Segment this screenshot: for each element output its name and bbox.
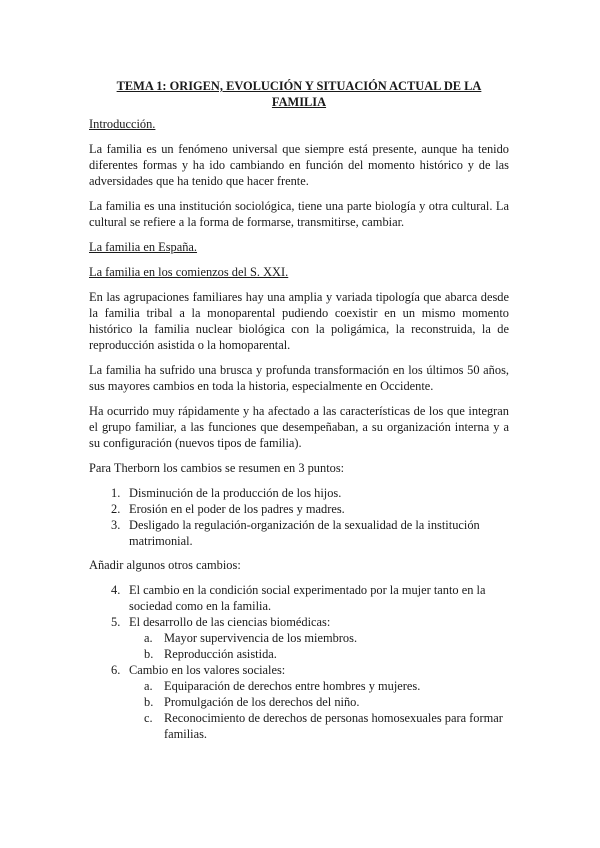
document-title: TEMA 1: ORIGEN, EVOLUCIÓN Y SITUACIÓN ACTUAL DE LA FAMILIA <box>116 79 482 109</box>
xxi-paragraph-1: En las agrupaciones familiares hay una amplia y variada tipología que abarca desde la familia tribal a la monoparental pudiendo coexistir en un mismo momento histórico la familia nuclear biológica con la poligámica, la reconstruida, la de reproducción asistida o la homoparental. <box>89 290 509 352</box>
sub-list-item <box>129 630 509 646</box>
sub-list-item-text: Mayor supervivencia de los miembros. <box>164 631 358 645</box>
other-changes-intro: Añadir algunos otros cambios: <box>89 558 241 572</box>
sub-list-item <box>129 710 509 742</box>
list-item-text: El cambio en la condición social experimentado por la mujer tanto en la sociedad como en la familia. <box>129 583 486 613</box>
sub-list-item-text: Reconocimiento de derechos de personas homosexuales para formar familias. <box>164 711 503 741</box>
sub-list-item-text: Equiparación de derechos entre hombres y mujeres. <box>164 679 421 693</box>
list-item <box>89 485 509 501</box>
sub-list-item-letter: a. <box>144 679 153 693</box>
xxi-paragraph-3: Ha ocurrido muy rápidamente y ha afectado a las características de los que integran el grupo familiar, a las funciones que desempeñaban, a su organización interna y a su configuración (nuevos tipos de familia). <box>89 404 509 450</box>
list-item <box>89 517 509 549</box>
list-item-text: Desligado la regulación-organización de la sexualidad de la institución matrimonial. <box>129 518 480 548</box>
sub-list-item-letter: a. <box>144 631 153 645</box>
list-item <box>89 582 509 614</box>
intro-paragraph-1: La familia es un fenómeno universal que siempre está presente, aunque ha tenido diferentes formas y ha ido cambiando en función del momento histórico y de las adversidades que ha tenido que hacer frente. <box>89 142 509 188</box>
list-item <box>89 662 509 742</box>
list-item-text: El desarrollo de las ciencias biomédicas: <box>129 615 331 629</box>
xxi-heading: La familia en los comienzos del S. XXI. <box>89 265 289 279</box>
sub-list <box>129 630 509 662</box>
intro-paragraph-2: La familia es una institución sociológica, tiene una parte biología y otra cultural. La cultural se refiere a la forma de formarse, transmitirse, cambiar. <box>89 199 509 229</box>
list-item-text: Erosión en el poder de los padres y madres. <box>129 502 345 516</box>
sub-list-item-text: Reproducción asistida. <box>164 647 277 661</box>
sub-list-item <box>129 646 509 662</box>
sub-list-item <box>129 694 509 710</box>
list-item-text: Cambio en los valores sociales: <box>129 663 286 677</box>
sub-list-item-letter: b. <box>144 695 154 709</box>
list-item-number: 5. <box>111 615 121 629</box>
list-item <box>89 501 509 517</box>
xxi-paragraph-2: La familia ha sufrido una brusca y profunda transformación en los últimos 50 años, sus mayores cambios en toda la historia, especialmente en Occidente. <box>89 363 509 393</box>
list-item <box>89 614 509 662</box>
sub-list-item-letter: c. <box>144 711 153 725</box>
sub-list-item-text: Promulgación de los derechos del niño. <box>164 695 360 709</box>
document-page <box>89 78 509 750</box>
intro-heading: Introducción. <box>89 117 156 131</box>
list-item-number: 6. <box>111 663 121 677</box>
sub-list-item <box>129 678 509 694</box>
therborn-intro: Para Therborn los cambios se resumen en 3 puntos: <box>89 461 345 475</box>
other-changes-list <box>89 582 509 742</box>
list-item-number: 1. <box>111 486 121 500</box>
list-item-number: 2. <box>111 502 121 516</box>
spain-heading: La familia en España. <box>89 240 198 254</box>
list-item-number: 4. <box>111 583 121 597</box>
sub-list-item-letter: b. <box>144 647 154 661</box>
therborn-list <box>89 485 509 549</box>
list-item-number: 3. <box>111 518 121 532</box>
list-item-text: Disminución de la producción de los hijos. <box>129 486 342 500</box>
sub-list <box>129 678 509 742</box>
